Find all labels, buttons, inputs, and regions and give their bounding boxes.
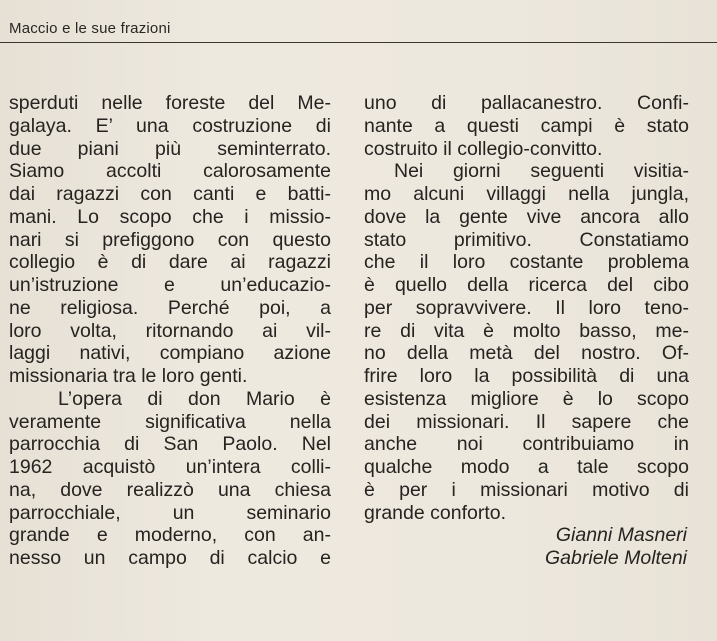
text-line: ne religiosa. Perché poi, a [9,296,331,319]
header-divider [0,42,717,43]
text-line: nesso un campo di calcio e [9,547,331,569]
text-line: uno di pallacanestro. Confi- [364,92,689,114]
text-line: grande e moderno, con an- [9,524,331,547]
paragraph-start-line: L’opera di don Mario è [58,387,331,410]
text-line: laggi nativi, compiano azione [9,342,331,365]
text-line: na, dove realizzò una chiesa [9,478,331,501]
text-line: è per i missionari motivo di [364,478,689,501]
text-line: un’istruzione e un’educazio- [9,274,331,296]
text-line: stato primitivo. Constatiamo [364,228,689,251]
text-line: costruito il collegio-convitto. [364,137,603,160]
text-line: mani. Lo scopo che i missio- [9,205,331,228]
left-text-column [9,92,331,570]
text-line: no della metà del nostro. Of- [364,342,689,365]
text-line: missionaria tra le loro genti. [9,365,248,387]
text-line: galaya. E’ una costruzione di [9,114,331,137]
text-line: frire loro la possibilità di una [364,365,689,387]
paragraph-start-line: Nei giorni seguenti visitia- [394,160,689,183]
text-line: nari si prefiggono con questo [9,228,331,251]
text-line: Siamo accolti calorosamente [9,160,331,183]
text-line: dei missionari. Il sapere che [364,410,689,433]
text-line: per sopravvivere. Il loro teno- [364,296,689,319]
text-line: re di vita è molto basso, me- [364,319,689,342]
text-line: esistenza migliore è lo scopo [364,387,689,410]
text-line: collegio è di dare ai ragazzi [9,251,331,274]
text-line: nante a questi campi è stato [364,114,689,137]
text-line: parrocchiale, un seminario [9,501,331,524]
text-line: due piani più seminterrato. [9,137,331,160]
text-line: sperduti nelle foreste del Me- [9,92,331,114]
text-line: loro volta, ritornando ai vil- [9,319,331,342]
text-line: è quello della ricerca del cibo [364,274,689,296]
author-signature: Gianni Masneri [555,524,687,547]
text-line: mo alcuni villaggi nella jungla, [364,183,689,205]
text-line: anche noi contribuiamo in [364,433,689,456]
text-line: grande conforto. [364,501,507,524]
author-signature: Gabriele Molteni [545,547,687,569]
page-header-title: Maccio e le sue frazioni [9,20,171,37]
text-line: che il loro costante problema [364,251,689,274]
text-line: dai ragazzi con canti e batti- [9,183,331,205]
text-line: qualche modo a tale scopo [364,456,689,478]
text-line: veramente significativa nella [9,410,331,433]
right-text-column [364,92,689,570]
text-line: parrocchia di San Paolo. Nel [9,433,331,456]
text-line: dove la gente vive ancora allo [364,205,689,228]
text-line: 1962 acquistò un’intera colli- [9,456,331,478]
